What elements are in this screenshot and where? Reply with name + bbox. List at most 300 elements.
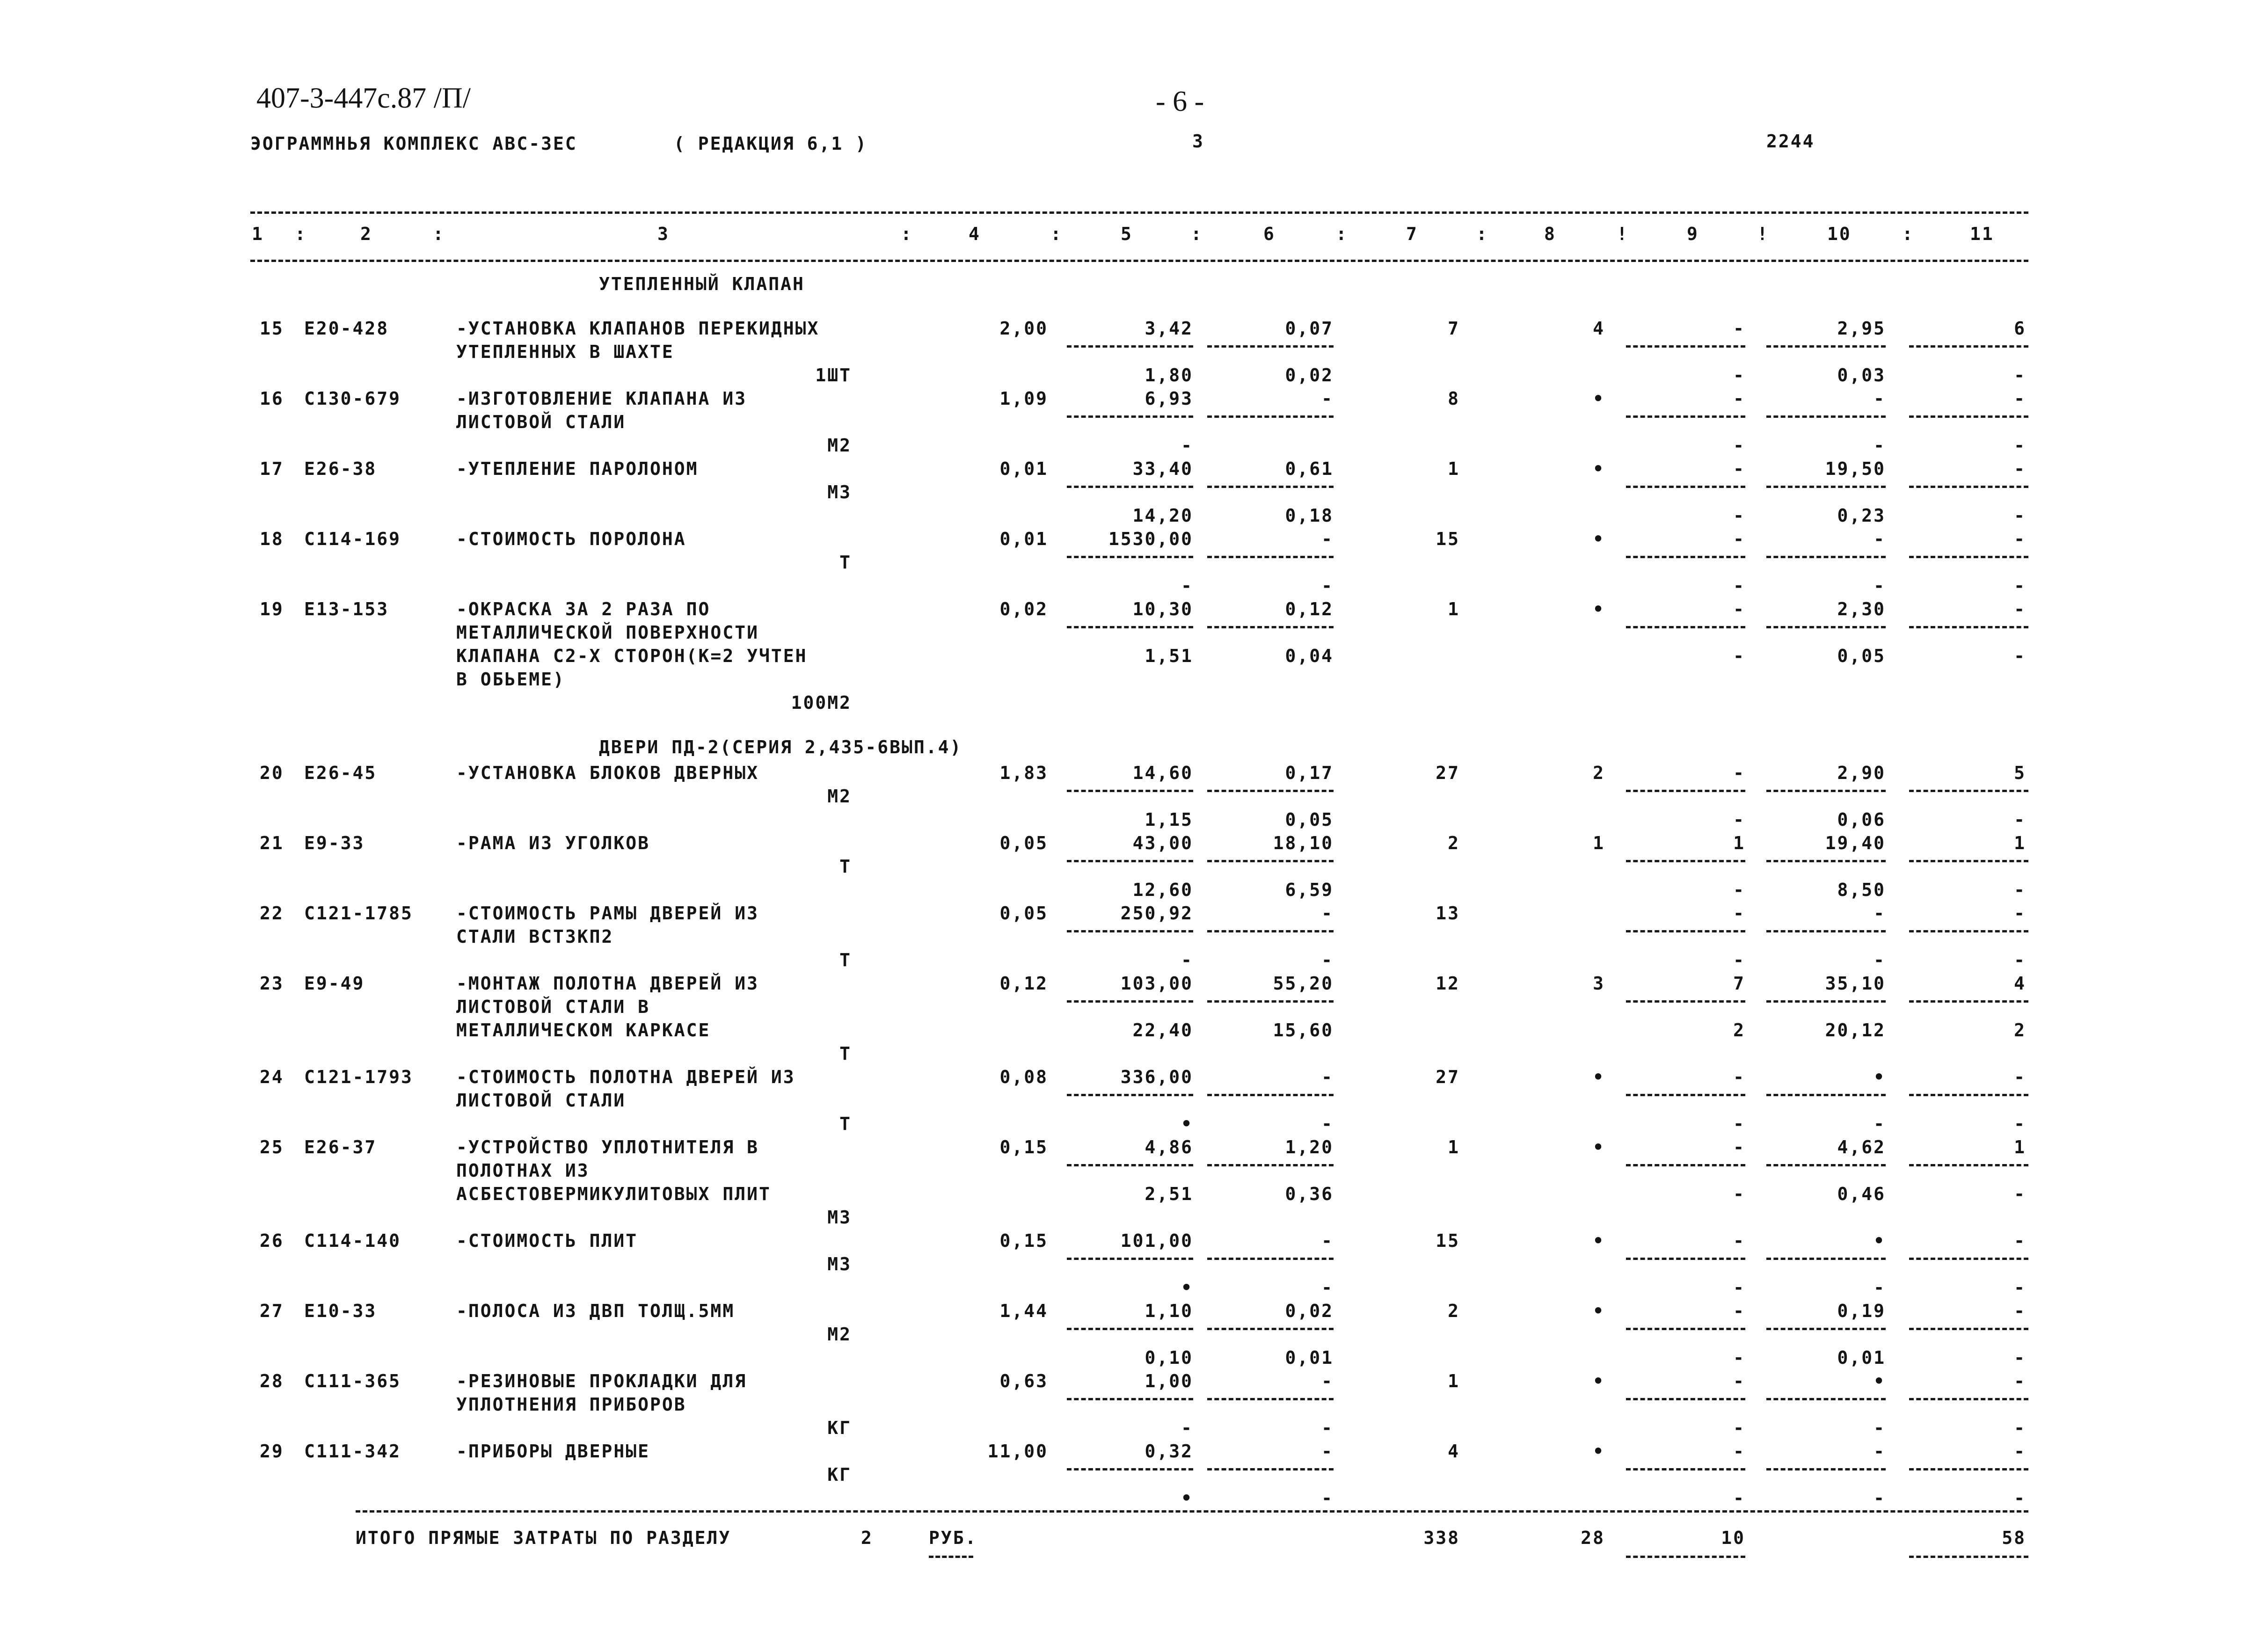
row-number: 17 xyxy=(260,458,284,479)
row-code: С121-1793 xyxy=(304,1067,413,1087)
row-col10-top: • xyxy=(1874,1067,1886,1087)
row-col6-top: 55,20 xyxy=(1273,973,1334,994)
row-code: Е9-33 xyxy=(304,833,365,853)
row-col6-bottom: 0,36 xyxy=(1285,1184,1334,1204)
row-description-line: ЛИСТОВОЙ СТАЛИ В xyxy=(456,997,650,1017)
row-col6-top: 0,17 xyxy=(1285,763,1334,783)
column-header: 5 xyxy=(1121,224,1133,244)
row-unit: Т xyxy=(839,1043,852,1064)
row-col6-bottom: 0,05 xyxy=(1285,809,1334,830)
column-header: 1 xyxy=(252,224,264,244)
row-col6-top: - xyxy=(1321,529,1334,549)
row-quantity: 0,12 xyxy=(999,973,1048,994)
row-number: 24 xyxy=(260,1067,284,1087)
row-col10-top: - xyxy=(1874,1441,1886,1462)
row-col6-bottom: - xyxy=(1321,1488,1334,1508)
row-col10-bottom: 0,46 xyxy=(1837,1184,1886,1204)
column-separator: ! xyxy=(1617,224,1629,244)
row-col8: • xyxy=(1593,1371,1605,1391)
row-col9-rule xyxy=(1626,1398,1745,1400)
row-col7: 2 xyxy=(1448,1301,1460,1321)
row-col9-bottom: - xyxy=(1733,1347,1745,1368)
row-col5-top: 3,42 xyxy=(1145,318,1193,339)
row-col11-rule xyxy=(1909,415,2028,418)
row-col10-bottom: 0,05 xyxy=(1837,646,1886,666)
row-col6-bottom: - xyxy=(1321,950,1334,970)
row-description-line: -МОНТАЖ ПОЛОТНА ДВЕРЕЙ ИЗ xyxy=(456,973,759,994)
row-col10-bottom: - xyxy=(1874,1418,1886,1438)
row-unit: Т xyxy=(839,1113,852,1134)
row-col5-bottom: 1,80 xyxy=(1145,365,1193,386)
row-col10-top: 2,95 xyxy=(1837,318,1886,339)
row-unit: КГ xyxy=(827,1418,852,1438)
row-description-line: МЕТАЛЛИЧЕСКОМ КАРКАСЕ xyxy=(456,1020,711,1041)
row-col6-rule xyxy=(1207,626,1334,628)
row-col5-bottom: - xyxy=(1181,950,1193,970)
row-quantity: 0,05 xyxy=(999,903,1048,924)
row-col9-top: 7 xyxy=(1733,973,1745,994)
row-col9-bottom: - xyxy=(1733,1418,1745,1438)
row-col10-bottom: 0,06 xyxy=(1837,809,1886,830)
row-col8: • xyxy=(1593,1441,1605,1462)
row-code: Е13-153 xyxy=(304,599,389,619)
row-col10-top: • xyxy=(1874,1230,1886,1251)
row-col11-bottom: - xyxy=(2014,1418,2026,1438)
row-description-line: -УСТРОЙСТВО УПЛОТНИТЕЛЯ В xyxy=(456,1137,759,1157)
row-col6-bottom: - xyxy=(1321,575,1334,596)
row-col9-top: - xyxy=(1733,763,1745,783)
row-col10-top: - xyxy=(1874,903,1886,924)
row-col5-top: 1530,00 xyxy=(1108,529,1193,549)
total-col9-rule xyxy=(1626,1556,1745,1558)
row-col11-top: - xyxy=(2014,1371,2026,1391)
row-code: С111-342 xyxy=(304,1441,401,1462)
row-col7: 15 xyxy=(1436,529,1460,549)
column-separator: : xyxy=(1050,224,1063,244)
row-col5-rule xyxy=(1067,1398,1193,1400)
row-description-line: -ПРИБОРЫ ДВЕРНЫЕ xyxy=(456,1441,650,1462)
row-col5-rule xyxy=(1067,1258,1193,1260)
row-col9-bottom: - xyxy=(1733,505,1745,526)
row-col11-rule xyxy=(1909,790,2028,792)
row-col7: 15 xyxy=(1436,1230,1460,1251)
row-col9-top: - xyxy=(1733,1441,1745,1462)
row-col6-top: 0,02 xyxy=(1285,1301,1334,1321)
row-col5-top: 33,40 xyxy=(1132,458,1193,479)
column-separator: : xyxy=(1191,224,1203,244)
row-col9-bottom: - xyxy=(1733,1113,1745,1134)
row-description-line: АСБЕСТОВЕРМИКУЛИТОВЫХ ПЛИТ xyxy=(456,1184,771,1204)
row-number: 20 xyxy=(260,763,284,783)
row-unit: М2 xyxy=(827,435,852,456)
row-col9-rule xyxy=(1626,556,1745,558)
row-quantity: 11,00 xyxy=(987,1441,1048,1462)
total-top-rule xyxy=(356,1510,2028,1513)
program-title: ЭОГРАММНЬЯ КОМПЛЕКС АВС-ЗЕС xyxy=(250,133,577,154)
column-separator: : xyxy=(901,224,913,244)
row-quantity: 1,09 xyxy=(999,388,1048,409)
row-col9-top: - xyxy=(1733,599,1745,619)
row-quantity: 0,01 xyxy=(999,529,1048,549)
row-col5-rule xyxy=(1067,1468,1193,1470)
row-code: С114-140 xyxy=(304,1230,401,1251)
row-number: 16 xyxy=(260,388,284,409)
row-col10-rule xyxy=(1766,1398,1886,1400)
row-description-line: -УСТАНОВКА КЛАПАНОВ ПЕРЕКИДНЫХ xyxy=(456,318,820,339)
row-col5-top: 6,93 xyxy=(1145,388,1193,409)
row-description-line: -СТОИМОСТЬ ПЛИТ xyxy=(456,1230,638,1251)
row-col10-rule xyxy=(1766,486,1886,488)
column-header: 2 xyxy=(360,224,372,244)
row-quantity: 0,02 xyxy=(999,599,1048,619)
row-col9-bottom: - xyxy=(1733,646,1745,666)
row-col11-top: 1 xyxy=(2014,1137,2026,1157)
row-quantity: 0,63 xyxy=(999,1371,1048,1391)
column-separator: : xyxy=(1476,224,1488,244)
row-col10-bottom: - xyxy=(1874,950,1886,970)
row-description-line: -ИЗГОТОВЛЕНИЕ КЛАПАНА ИЗ xyxy=(456,388,747,409)
row-quantity: 0,08 xyxy=(999,1067,1048,1087)
row-quantity: 2,00 xyxy=(999,318,1048,339)
row-col10-top: - xyxy=(1874,388,1886,409)
row-code: Е9-49 xyxy=(304,973,365,994)
row-col11-rule xyxy=(1909,1398,2028,1400)
row-col11-rule xyxy=(1909,1468,2028,1470)
row-col11-top: - xyxy=(2014,1230,2026,1251)
row-col8: 4 xyxy=(1593,318,1605,339)
row-code: С121-1785 xyxy=(304,903,413,924)
row-col10-rule xyxy=(1766,345,1886,348)
row-col10-top: 35,10 xyxy=(1825,973,1886,994)
row-code: Е26-45 xyxy=(304,763,377,783)
row-col8: • xyxy=(1593,529,1605,549)
column-header: 8 xyxy=(1544,224,1556,244)
row-col6-rule xyxy=(1207,345,1334,348)
row-col5-rule xyxy=(1067,930,1193,932)
row-col6-top: - xyxy=(1321,1371,1334,1391)
row-col5-top: 103,00 xyxy=(1120,973,1193,994)
row-description-line: СТАЛИ ВСТ3КП2 xyxy=(456,926,614,947)
row-col5-rule xyxy=(1067,1094,1193,1096)
row-col6-rule xyxy=(1207,1000,1334,1003)
header-code-number: 2244 xyxy=(1766,131,1815,152)
row-col7: 1 xyxy=(1448,458,1460,479)
row-col9-bottom: - xyxy=(1733,435,1745,456)
row-col11-bottom: - xyxy=(2014,505,2026,526)
total-col7: 338 xyxy=(1423,1528,1460,1548)
column-separator: : xyxy=(1336,224,1348,244)
row-col10-top: 2,90 xyxy=(1837,763,1886,783)
row-description-line: ПОЛОТНАХ ИЗ xyxy=(456,1160,590,1181)
row-col9-top: - xyxy=(1733,1067,1745,1087)
row-col10-rule xyxy=(1766,1164,1886,1166)
row-col8: • xyxy=(1593,1230,1605,1251)
row-col11-bottom: - xyxy=(2014,950,2026,970)
row-unit: М3 xyxy=(827,482,852,502)
row-col10-top: 4,62 xyxy=(1837,1137,1886,1157)
row-col11-rule xyxy=(1909,486,2028,488)
row-col10-bottom: 0,23 xyxy=(1837,505,1886,526)
total-currency: РУБ. xyxy=(929,1528,977,1548)
row-col7: 13 xyxy=(1436,903,1460,924)
row-col5-bottom: • xyxy=(1181,1113,1193,1134)
section-title: ДВЕРИ ПД-2(СЕРИЯ 2,435-6ВЫП.4) xyxy=(599,737,962,757)
row-col8: • xyxy=(1593,1067,1605,1087)
row-col6-rule xyxy=(1207,1468,1334,1470)
row-col9-bottom: - xyxy=(1733,365,1745,386)
row-col10-top: - xyxy=(1874,529,1886,549)
row-col8: 3 xyxy=(1593,973,1605,994)
row-col11-bottom: - xyxy=(2014,575,2026,596)
row-col5-bottom: 0,10 xyxy=(1145,1347,1193,1368)
row-unit: Т xyxy=(839,950,852,970)
row-col9-bottom: - xyxy=(1733,1488,1745,1508)
row-col11-top: - xyxy=(2014,388,2026,409)
row-col9-bottom: - xyxy=(1733,575,1745,596)
row-number: 15 xyxy=(260,318,284,339)
row-col9-top: - xyxy=(1733,1371,1745,1391)
row-col7: 27 xyxy=(1436,763,1460,783)
section-title: УТЕПЛЕННЫЙ КЛАПАН xyxy=(599,274,805,294)
row-col10-rule xyxy=(1766,415,1886,418)
row-col6-bottom: 0,04 xyxy=(1285,646,1334,666)
row-col9-rule xyxy=(1626,1164,1745,1166)
row-col5-rule xyxy=(1067,1164,1193,1166)
row-col9-top: - xyxy=(1733,1301,1745,1321)
row-description-line: -УТЕПЛЕНИЕ ПАРОЛОНОМ xyxy=(456,458,699,479)
page-number: - 6 - xyxy=(1156,86,1204,117)
row-col11-bottom: - xyxy=(2014,1184,2026,1204)
row-col10-bottom: 0,01 xyxy=(1837,1347,1886,1368)
row-col11-rule xyxy=(1909,1258,2028,1260)
row-description-line: -СТОИМОСТЬ ПОРОЛОНА xyxy=(456,529,686,549)
row-col6-rule xyxy=(1207,1258,1334,1260)
row-col10-rule xyxy=(1766,1258,1886,1260)
column-header: 7 xyxy=(1406,224,1418,244)
row-quantity: 1,83 xyxy=(999,763,1048,783)
row-col9-rule xyxy=(1626,1468,1745,1470)
row-col9-bottom: - xyxy=(1733,880,1745,900)
row-col6-top: - xyxy=(1321,1441,1334,1462)
row-col5-top: 10,30 xyxy=(1132,599,1193,619)
row-col10-bottom: 20,12 xyxy=(1825,1020,1886,1041)
row-col6-rule xyxy=(1207,1328,1334,1330)
row-number: 25 xyxy=(260,1137,284,1157)
row-col9-bottom: - xyxy=(1733,1277,1745,1298)
row-col9-rule xyxy=(1626,1328,1745,1330)
row-description-line: КЛАПАНА С2-Х СТОРОН(К=2 УЧТЕН xyxy=(456,646,808,666)
row-col7: 27 xyxy=(1436,1067,1460,1087)
row-col6-rule xyxy=(1207,1398,1334,1400)
row-col11-bottom: - xyxy=(2014,365,2026,386)
row-col10-top: 19,50 xyxy=(1825,458,1886,479)
row-col6-bottom: - xyxy=(1321,1113,1334,1134)
row-number: 18 xyxy=(260,529,284,549)
row-col11-rule xyxy=(1909,1094,2028,1096)
row-col10-rule xyxy=(1766,1000,1886,1003)
row-col11-bottom: - xyxy=(2014,1488,2026,1508)
column-headers xyxy=(0,224,2260,247)
row-unit: Т xyxy=(839,552,852,573)
row-col6-rule xyxy=(1207,1094,1334,1096)
row-col5-bottom: 1,15 xyxy=(1145,809,1193,830)
row-number: 23 xyxy=(260,973,284,994)
row-col5-rule xyxy=(1067,790,1193,792)
row-col10-bottom: - xyxy=(1874,575,1886,596)
row-col5-bottom: 14,20 xyxy=(1132,505,1193,526)
row-col10-bottom: - xyxy=(1874,435,1886,456)
row-unit: М2 xyxy=(827,1324,852,1345)
column-header: 9 xyxy=(1687,224,1699,244)
row-col9-rule xyxy=(1626,345,1745,348)
row-description-line: ЛИСТОВОЙ СТАЛИ xyxy=(456,412,626,432)
row-col7: 2 xyxy=(1448,833,1460,853)
row-col11-top: - xyxy=(2014,903,2026,924)
row-col6-rule xyxy=(1207,790,1334,792)
table-header-rule xyxy=(250,260,2028,262)
row-col8: • xyxy=(1593,388,1605,409)
row-col6-rule xyxy=(1207,930,1334,932)
row-number: 29 xyxy=(260,1441,284,1462)
row-col9-bottom: - xyxy=(1733,809,1745,830)
row-col9-rule xyxy=(1626,930,1745,932)
row-col5-rule xyxy=(1067,1000,1193,1003)
total-currency-rule xyxy=(929,1556,973,1558)
row-col7: 1 xyxy=(1448,599,1460,619)
row-col10-top: 0,19 xyxy=(1837,1301,1886,1321)
row-code: Е20-428 xyxy=(304,318,389,339)
row-quantity: 0,01 xyxy=(999,458,1048,479)
row-code: С114-169 xyxy=(304,529,401,549)
row-col11-top: 6 xyxy=(2014,318,2026,339)
row-col10-rule xyxy=(1766,1468,1886,1470)
row-col5-top: 1,00 xyxy=(1145,1371,1193,1391)
row-code: Е26-38 xyxy=(304,458,377,479)
row-col9-rule xyxy=(1626,790,1745,792)
row-col9-rule xyxy=(1626,486,1745,488)
row-col6-bottom: 6,59 xyxy=(1285,880,1334,900)
row-col6-top: 0,12 xyxy=(1285,599,1334,619)
row-col11-top: 4 xyxy=(2014,973,2026,994)
row-description-line: УТЕПЛЕННЫХ В ШАХТЕ xyxy=(456,342,674,362)
row-col9-top: - xyxy=(1733,1137,1745,1157)
row-unit: КГ xyxy=(827,1464,852,1485)
row-description-line: -ПОЛОСА ИЗ ДВП ТОЛЩ.5ММ xyxy=(456,1301,735,1321)
row-col9-top: - xyxy=(1733,458,1745,479)
header-sheet-number: 3 xyxy=(1192,131,1204,152)
row-col5-rule xyxy=(1067,415,1193,418)
row-number: 27 xyxy=(260,1301,284,1321)
row-col5-rule xyxy=(1067,556,1193,558)
column-header: 3 xyxy=(657,224,670,244)
row-col6-bottom: - xyxy=(1321,1418,1334,1438)
row-col11-top: - xyxy=(2014,1301,2026,1321)
row-col11-rule xyxy=(1909,1164,2028,1166)
row-description-line: В ОБЬЕМЕ) xyxy=(456,669,565,690)
row-col9-rule xyxy=(1626,1000,1745,1003)
row-description-line: -УСТАНОВКА БЛОКОВ ДВЕРНЫХ xyxy=(456,763,759,783)
column-header: 11 xyxy=(1970,224,1994,244)
row-description-line: УПЛОТНЕНИЯ ПРИБОРОВ xyxy=(456,1394,686,1415)
row-col10-rule xyxy=(1766,930,1886,932)
row-unit: М2 xyxy=(827,786,852,807)
row-col11-rule xyxy=(1909,1000,2028,1003)
row-col7: 4 xyxy=(1448,1441,1460,1462)
row-col9-bottom: - xyxy=(1733,950,1745,970)
total-col9: 10 xyxy=(1721,1528,1745,1548)
row-col9-top: - xyxy=(1733,318,1745,339)
row-col5-bottom: - xyxy=(1181,1418,1193,1438)
row-description-line: -СТОИМОСТЬ ПОЛОТНА ДВЕРЕЙ ИЗ xyxy=(456,1067,795,1087)
row-col11-rule xyxy=(1909,345,2028,348)
row-col10-rule xyxy=(1766,1094,1886,1096)
row-col6-top: - xyxy=(1321,1067,1334,1087)
row-col5-top: 336,00 xyxy=(1120,1067,1193,1087)
program-edition: ( РЕДАКЦИЯ 6,1 ) xyxy=(674,133,868,154)
row-description-line: -СТОИМОСТЬ РАМЫ ДВЕРЕЙ ИЗ xyxy=(456,903,759,924)
row-col5-top: 101,00 xyxy=(1120,1230,1193,1251)
row-col5-top: 0,32 xyxy=(1145,1441,1193,1462)
row-col6-top: 1,20 xyxy=(1285,1137,1334,1157)
row-quantity: 0,15 xyxy=(999,1137,1048,1157)
row-number: 22 xyxy=(260,903,284,924)
row-quantity: 1,44 xyxy=(999,1301,1048,1321)
row-col11-bottom: - xyxy=(2014,809,2026,830)
row-col6-bottom: 0,01 xyxy=(1285,1347,1334,1368)
total-col8: 28 xyxy=(1581,1528,1605,1548)
row-number: 19 xyxy=(260,599,284,619)
row-col11-top: - xyxy=(2014,599,2026,619)
row-col10-bottom: - xyxy=(1874,1277,1886,1298)
column-separator: ! xyxy=(1757,224,1769,244)
row-col5-rule xyxy=(1067,486,1193,488)
row-description-line: -РАМА ИЗ УГОЛКОВ xyxy=(456,833,650,853)
row-description-line: МЕТАЛЛИЧЕСКОЙ ПОВЕРХНОСТИ xyxy=(456,622,759,643)
row-col11-bottom: - xyxy=(2014,1277,2026,1298)
column-header: 4 xyxy=(969,224,981,244)
row-col9-top: 1 xyxy=(1733,833,1745,853)
row-col5-top: 4,86 xyxy=(1145,1137,1193,1157)
row-col9-rule xyxy=(1626,1258,1745,1260)
row-number: 26 xyxy=(260,1230,284,1251)
row-col7: 8 xyxy=(1448,388,1460,409)
table-row xyxy=(0,599,2260,739)
row-col11-top: - xyxy=(2014,529,2026,549)
row-unit: Т xyxy=(839,856,852,877)
row-code: С111-365 xyxy=(304,1371,401,1391)
row-col6-top: - xyxy=(1321,903,1334,924)
row-description-line: ЛИСТОВОЙ СТАЛИ xyxy=(456,1090,626,1111)
row-col5-bottom: 22,40 xyxy=(1132,1020,1193,1041)
row-col11-bottom: 2 xyxy=(2014,1020,2026,1041)
row-code: Е10-33 xyxy=(304,1301,377,1321)
row-col6-rule xyxy=(1207,556,1334,558)
column-separator: : xyxy=(295,224,307,244)
row-col11-bottom: - xyxy=(2014,880,2026,900)
row-col10-bottom: - xyxy=(1874,1488,1886,1508)
row-col11-bottom: - xyxy=(2014,1113,2026,1134)
row-code: С130-679 xyxy=(304,388,401,409)
row-col5-top: 43,00 xyxy=(1132,833,1193,853)
row-col5-top: 250,92 xyxy=(1120,903,1193,924)
row-col9-rule xyxy=(1626,415,1745,418)
row-col11-rule xyxy=(1909,1328,2028,1330)
row-col11-rule xyxy=(1909,626,2028,628)
row-col10-top: • xyxy=(1874,1371,1886,1391)
row-col6-rule xyxy=(1207,860,1334,862)
row-col8: • xyxy=(1593,1301,1605,1321)
total-section: 2 xyxy=(861,1528,873,1548)
